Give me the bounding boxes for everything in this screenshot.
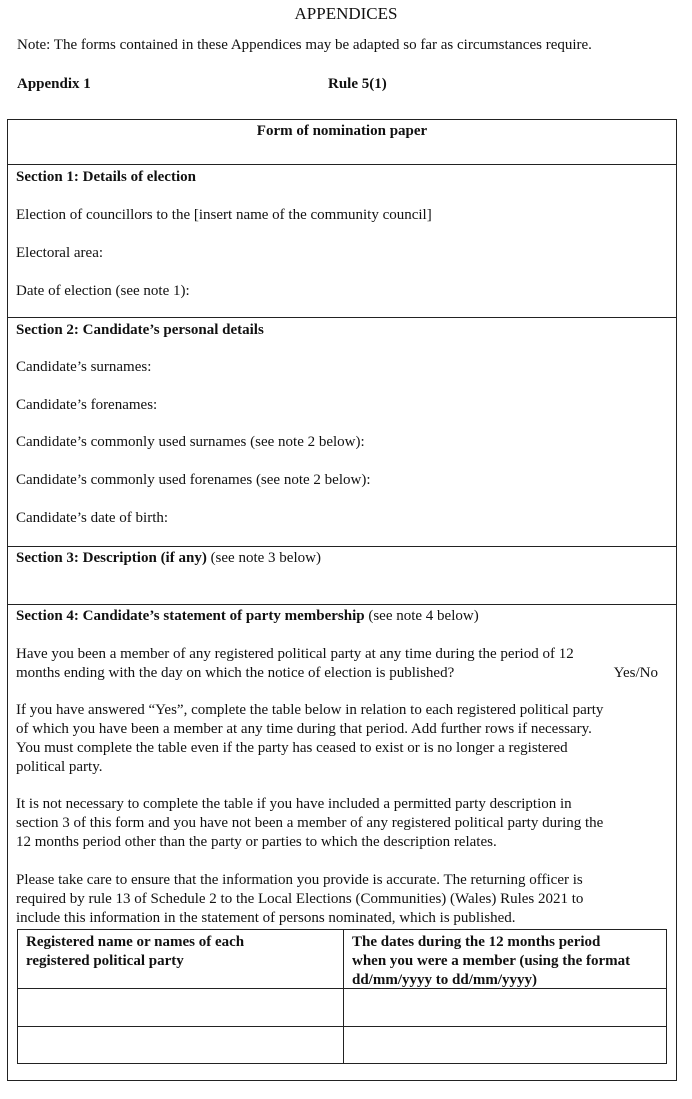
membership-question-line-1: Have you been a member of any registered political party at any time during the period of 12	[16, 646, 574, 662]
instructions-para-1-line-4: political party.	[16, 759, 103, 775]
instructions-para-1-line-1: If you have answered “Yes”, complete the table below in relation to each registered political party	[16, 702, 604, 718]
table-row-1-party-cell[interactable]	[18, 989, 343, 1026]
instructions-para-3-line-1: Please take care to ensure that the information you provide is accurate. The returning officer is	[16, 872, 583, 888]
membership-question-line-2: months ending with the day on which the notice of election is published? Yes/No	[16, 665, 658, 681]
section-2-heading: Section 2: Candidate’s personal details	[16, 322, 264, 338]
section-4	[8, 605, 676, 1080]
section-1	[8, 165, 676, 318]
instructions-para-3-line-3: include this information in the statement of persons nominated, which is published.	[16, 910, 516, 926]
rule-label: Rule 5(1)	[328, 76, 387, 92]
surnames-field: Candidate’s surnames:	[16, 359, 152, 375]
section-2	[8, 318, 676, 547]
section-1-heading: Section 1: Details of election	[16, 169, 196, 185]
section-4-heading-line	[16, 607, 666, 626]
form-title: Form of nomination paper	[256, 123, 428, 139]
appendix-label: Appendix 1	[17, 76, 91, 92]
date-of-election-field: Date of election (see note 1):	[16, 283, 190, 299]
page-title: APPENDICES	[294, 4, 398, 23]
instructions-para-3-line-2: required by rule 13 of Schedule 2 to the Local Elections (Communities) (Wales) Rules 2021 to	[16, 891, 584, 907]
section-3-heading-line	[16, 549, 666, 568]
instructions-para-1-line-3: You must complete the table even if the party has ceased to exist or is no longer a registered	[16, 740, 568, 756]
electoral-area-field: Electoral area:	[16, 245, 104, 261]
table-row-2-dates-cell[interactable]	[344, 1027, 666, 1063]
common-surnames-field: Candidate’s commonly used surnames (see note 2 below):	[16, 434, 365, 450]
common-forenames-field: Candidate’s commonly used forenames (see note 2 below):	[16, 472, 371, 488]
instructions-para-1-line-2: of which you have been a member at any time during that period. Add further rows if necessary.	[16, 721, 592, 737]
table-row-2-party-cell[interactable]	[18, 1027, 343, 1063]
table-header-membership-dates: The dates during the 12 months period when you were a member (using the format dd/mm/yyyy to dd/mm/yyyy)	[352, 934, 631, 988]
nomination-form	[7, 119, 677, 1081]
section-3-note-ref: (see note 3 below)	[206, 550, 321, 566]
date-of-birth-field: Candidate’s date of birth:	[16, 510, 169, 526]
section-4-note-ref: (see note 4 below)	[364, 608, 479, 624]
election-councillors-line: Election of councillors to the [insert name of the community council]	[16, 207, 432, 223]
section-3	[8, 547, 676, 605]
section-3-heading: Section 3: Description (if any)	[16, 550, 207, 566]
instructions-para-2-line-3: 12 months period other than the party or parties to which the description relates.	[16, 834, 497, 850]
instructions-para-2-line-1: It is not necessary to complete the table if you have included a permitted party description in	[16, 796, 572, 812]
forenames-field: Candidate’s forenames:	[16, 397, 158, 413]
party-membership-table	[17, 929, 667, 1064]
instructions-para-2-line-2: section 3 of this form and you have not been a member of any registered political party during the	[16, 815, 604, 831]
appendices-note: Note: The forms contained in these Appendices may be adapted so far as circumstances require.	[17, 37, 592, 53]
table-header-party-name: Registered name or names of each registered political party	[26, 934, 245, 969]
table-row-1-dates-cell[interactable]	[344, 989, 666, 1026]
section-4-heading: Section 4: Candidate’s statement of party membership	[16, 608, 365, 624]
yes-no-answer[interactable]: Yes/No	[613, 665, 658, 681]
form-title-row	[8, 120, 676, 165]
